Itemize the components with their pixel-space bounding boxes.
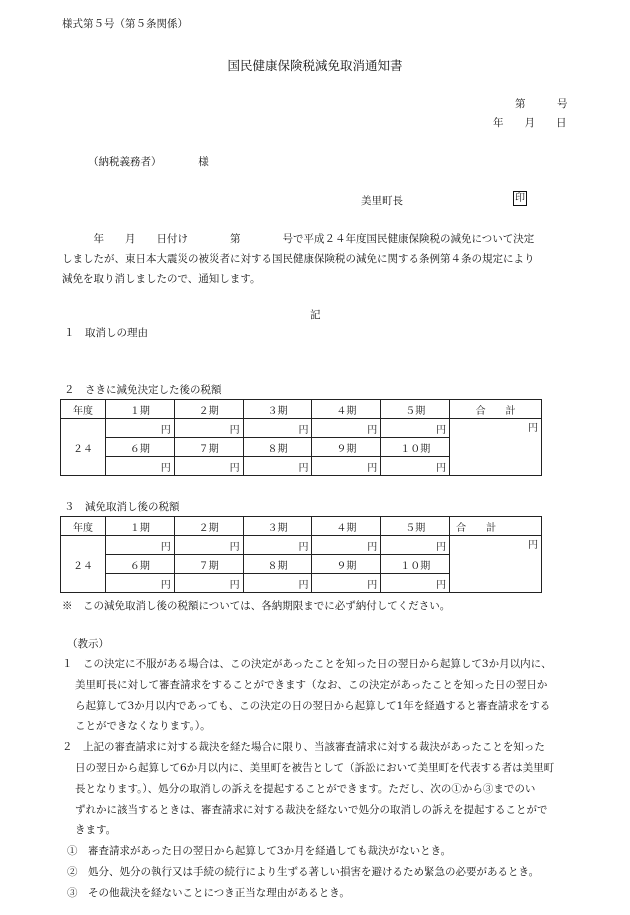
body-text — [62, 229, 582, 289]
amount-cell: 円 — [105, 419, 174, 438]
period-header: ６期 — [105, 438, 174, 457]
amount-cell: 円 — [381, 574, 450, 593]
body-line: 減免を取り消しましたので、通知します。 — [62, 273, 261, 285]
amount-cell: 円 — [312, 574, 381, 593]
notice-line: 長となります。）、処分の取消しの訴えを提起することができます。ただし、次の①から③までのい — [75, 782, 536, 795]
sub-item: ② 処分、処分の執行又は手続の続行により生ずる著しい損害を避けるため緊急の必要があるとき。 — [67, 865, 540, 878]
period-header: ５期 — [381, 517, 450, 536]
body-line: 年 月 日付け 第 号で平成２４年度国民健康保険税の減免について決定 — [62, 233, 535, 245]
year-header: 年度 — [61, 517, 106, 536]
period-header: １０期 — [381, 438, 450, 457]
document-title: 国民健康保険税減免取消通知書 — [227, 58, 403, 73]
sub-item: ① 審査請求があった日の翌日から起算して3か月を経過しても裁決がないとき。 — [67, 845, 452, 858]
period-header: ３期 — [243, 517, 312, 536]
period-header: ２期 — [174, 517, 243, 536]
document-number: 第 号 — [515, 98, 568, 110]
total-amount-cell: 円 — [450, 419, 542, 476]
amount-cell: 円 — [243, 419, 312, 438]
payment-note: ※ この減免取消し後の税額については、各納期限までに必ず納付してください。 — [62, 600, 451, 612]
notice-line: ずれかに該当するときは、審査請求に対する裁決を経ないで処分の取消しの訴えを提起することがで — [75, 803, 548, 816]
form-label: 様式第５号（第５条関係） — [62, 18, 188, 30]
amount-cell: 円 — [381, 419, 450, 438]
sub-item: ③ その他裁決を経ないことにつき正当な理由があるとき。 — [67, 886, 350, 899]
amount-cell: 円 — [174, 536, 243, 555]
notice-heading: （教示） — [67, 638, 109, 650]
period-header: １期 — [105, 517, 174, 536]
notice-line: 美里町長に対して審査請求をすることができます（なお、この決定があったことを知った日の翌日か — [75, 678, 548, 691]
amount-cell: 円 — [312, 536, 381, 555]
period-header: ２期 — [174, 400, 243, 419]
notice-line: ことができなくなります。）。 — [75, 720, 211, 733]
notice-body — [62, 654, 582, 904]
body-line: しましたが、東日本大震災の被災者に対する国民健康保険税の減免に関する条例第４条の規定により — [62, 253, 535, 265]
amount-cell: 円 — [243, 457, 312, 476]
tax-table-after — [60, 516, 542, 593]
period-header: ９期 — [312, 555, 381, 574]
period-header: ４期 — [312, 400, 381, 419]
period-header: ８期 — [243, 438, 312, 457]
ki-heading: 記 — [310, 309, 321, 321]
period-header: ９期 — [312, 438, 381, 457]
period-header: ８期 — [243, 555, 312, 574]
amount-cell: 円 — [174, 574, 243, 593]
period-header: ４期 — [312, 517, 381, 536]
section-3-heading: ３ 減免取消し後の税額 — [64, 501, 180, 513]
period-header: ７期 — [174, 555, 243, 574]
period-header: １０期 — [381, 555, 450, 574]
year-header: 年度 — [61, 400, 106, 419]
amount-cell: 円 — [174, 419, 243, 438]
period-header: ５期 — [381, 400, 450, 419]
section-1-heading: １ 取消しの理由 — [64, 327, 148, 339]
document-date: 年 月 日 — [493, 117, 567, 129]
total-amount-cell: 円 — [450, 536, 542, 593]
addressee: （納税義務者） 様 — [88, 156, 209, 168]
notice-line: きます。 — [75, 824, 117, 837]
period-header: ３期 — [243, 400, 312, 419]
year-cell: ２４ — [61, 419, 106, 476]
amount-cell: 円 — [105, 457, 174, 476]
seal-mark: 印 — [515, 193, 525, 204]
notice-line: ２ 上記の審査請求に対する裁決を経た場合に限り、当該審査請求に対する裁決があったことを知った — [62, 741, 545, 754]
notice-line: １ この決定に不服がある場合は、この決定があったことを知った日の翌日から起算して3か月以内に、 — [62, 658, 552, 670]
period-header: ７期 — [174, 438, 243, 457]
amount-cell: 円 — [312, 457, 381, 476]
issuer-name: 美里町長 — [361, 195, 403, 207]
amount-cell: 円 — [381, 536, 450, 555]
amount-cell: 円 — [174, 457, 243, 476]
amount-cell: 円 — [381, 457, 450, 476]
amount-cell: 円 — [105, 574, 174, 593]
total-header: 合 計 — [450, 400, 542, 419]
notice-line: 日の翌日から起算して6か月以内に、美里町を被告として（訴訟において美里町を代表する者は美里町 — [75, 761, 555, 774]
total-header: 合 計 — [450, 517, 542, 536]
section-2-heading: ２ さきに減免決定した後の税額 — [64, 384, 222, 396]
period-header: １期 — [105, 400, 174, 419]
amount-cell: 円 — [105, 536, 174, 555]
year-cell: ２４ — [61, 536, 106, 593]
amount-cell: 円 — [243, 536, 312, 555]
amount-cell: 円 — [312, 419, 381, 438]
amount-cell: 円 — [243, 574, 312, 593]
notice-line: ら起算して3か月以内であっても、この決定の日の翌日から起算して1年を経過すると審査請求をする — [75, 699, 551, 712]
period-header: ６期 — [105, 555, 174, 574]
tax-table-before — [60, 399, 542, 476]
